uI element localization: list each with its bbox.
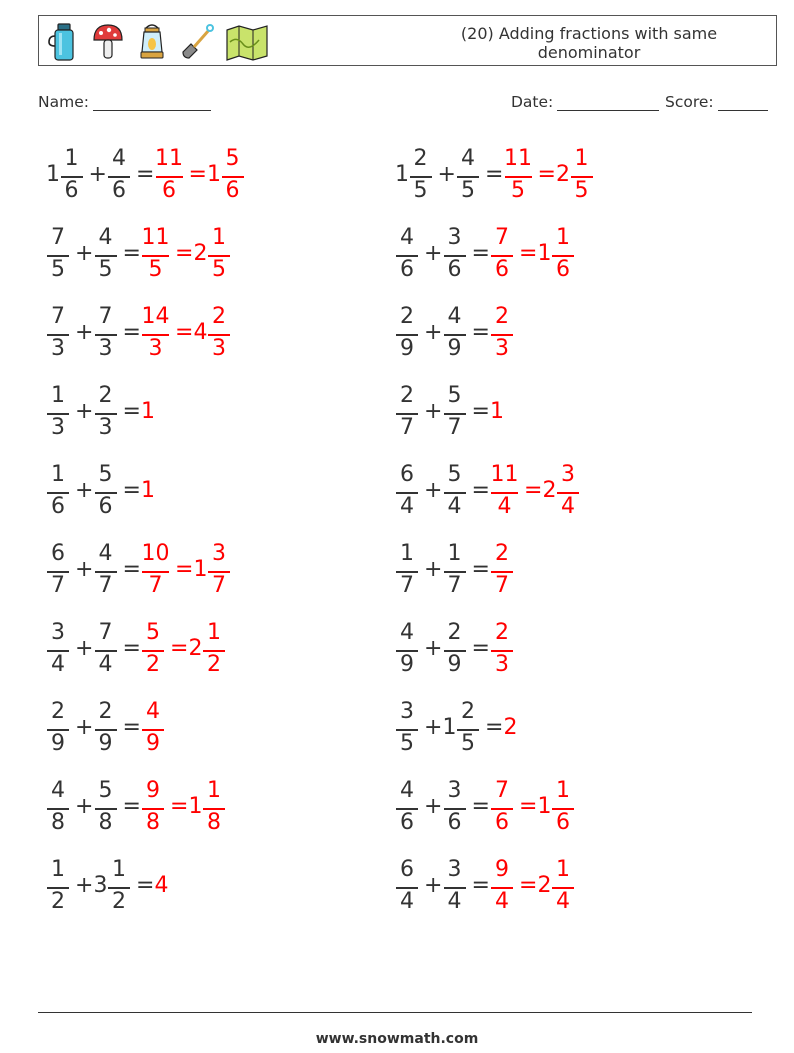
- addend-b-denominator: 6: [447, 257, 462, 282]
- answer-fraction: [551, 775, 575, 841]
- addend-b-denominator: 4: [98, 652, 113, 677]
- addend-b-numerator: 5: [447, 462, 462, 487]
- equals-sign: =: [485, 162, 504, 187]
- addend-a-denominator: 7: [51, 573, 65, 598]
- answer-numerator: 1: [207, 778, 221, 803]
- addend-b-fraction: [107, 143, 131, 209]
- answer-fraction: [570, 143, 594, 209]
- addend-a-denominator: 9: [400, 652, 414, 677]
- addend-a-fraction: [46, 301, 70, 367]
- addend-a-numerator: 7: [51, 225, 65, 250]
- answer-fraction: [207, 538, 231, 604]
- addend-a-denominator: 4: [51, 652, 65, 677]
- equals-sign: =: [471, 320, 490, 345]
- addend-b-denominator: 3: [98, 415, 113, 440]
- answer-fraction: [202, 775, 226, 841]
- plus-sign: +: [424, 557, 443, 582]
- answer-numerator: 11: [490, 462, 519, 487]
- answer-numerator: 2: [212, 304, 226, 329]
- answer-numerator: 14: [141, 304, 170, 329]
- addend-b-numerator: 2: [447, 620, 462, 645]
- addend-b-numerator: 4: [112, 146, 126, 171]
- plus-sign: +: [424, 873, 443, 898]
- answer-numerator: 5: [146, 620, 160, 645]
- answer-fraction: [490, 617, 514, 683]
- answer-whole: 2: [193, 241, 208, 266]
- plus-sign: +: [424, 399, 443, 424]
- addend-b-fraction: [94, 696, 118, 762]
- addend-b-numerator: 5: [98, 462, 113, 487]
- name-label: Name:: [38, 93, 89, 111]
- equals-sign: =: [122, 478, 141, 503]
- answer-fraction: [490, 222, 514, 288]
- addend-a-fraction: [395, 459, 419, 525]
- answer-numerator: 7: [495, 778, 509, 803]
- answer-fraction: [556, 459, 580, 525]
- answer-fraction: [490, 459, 519, 525]
- answer-fraction: [207, 222, 231, 288]
- answer-denominator: 4: [497, 494, 512, 519]
- plus-sign: +: [75, 478, 94, 503]
- answer-fraction: [141, 538, 170, 604]
- addend-a-denominator: 9: [400, 336, 414, 361]
- answer-denominator: 5: [511, 178, 525, 203]
- equals-sign: =: [471, 478, 490, 503]
- answer-denominator: 7: [212, 573, 226, 598]
- worksheet-header: [38, 15, 777, 66]
- addend-b-whole: 1: [442, 715, 457, 740]
- addend-a-numerator: 1: [51, 383, 65, 408]
- addend-b-fraction: [94, 538, 118, 604]
- addend-b-numerator: 7: [98, 620, 113, 645]
- answer-numerator: 1: [212, 225, 226, 250]
- addend-b-fraction: [94, 617, 118, 683]
- addend-a-numerator: 1: [51, 857, 65, 882]
- addend-a-fraction: [395, 222, 419, 288]
- addend-a-fraction: [395, 301, 419, 367]
- answer-equals-sign: =: [519, 241, 538, 266]
- addend-a-denominator: 8: [51, 810, 65, 835]
- equals-sign: =: [471, 636, 490, 661]
- date-label: Date:: [511, 93, 554, 111]
- addend-b-numerator: 7: [98, 304, 113, 329]
- page-title: [419, 24, 759, 62]
- equals-sign: =: [122, 794, 141, 819]
- addend-a-fraction: [395, 380, 419, 446]
- addend-a-fraction: [46, 617, 70, 683]
- answer-numerator: 9: [495, 857, 509, 882]
- plus-sign: +: [75, 320, 94, 345]
- addend-a-fraction: [395, 617, 419, 683]
- plus-sign: +: [437, 162, 456, 187]
- addend-a-numerator: 2: [51, 699, 65, 724]
- name-blank[interactable]: [93, 95, 211, 111]
- answer-denominator: 3: [495, 652, 509, 677]
- addend-b-numerator: 2: [98, 699, 113, 724]
- answer-whole: 1: [537, 794, 552, 819]
- addend-b-fraction: [443, 617, 467, 683]
- addend-b-numerator: 5: [447, 383, 462, 408]
- addend-a-denominator: 7: [400, 573, 414, 598]
- addend-a-numerator: 1: [400, 541, 414, 566]
- addend-a-denominator: 5: [400, 731, 414, 756]
- addend-a-numerator: 4: [400, 778, 414, 803]
- equals-sign: =: [471, 399, 490, 424]
- answer-numerator: 7: [495, 225, 509, 250]
- footer-url: www.snowmath.com: [315, 1031, 479, 1047]
- answer-denominator: 8: [207, 810, 221, 835]
- equals-sign: =: [122, 241, 141, 266]
- footer-divider: [38, 1012, 752, 1013]
- addend-a-whole: 1: [395, 162, 409, 187]
- answer-fraction: [155, 143, 184, 209]
- addend-a-numerator: 3: [400, 699, 414, 724]
- answer-fraction: [141, 775, 165, 841]
- addend-b-denominator: 9: [447, 652, 462, 677]
- answer-denominator: 6: [495, 810, 509, 835]
- answer-numerator: 2: [495, 304, 509, 329]
- addend-b-fraction: [94, 459, 118, 525]
- addend-a-numerator: 4: [400, 620, 414, 645]
- addend-b-numerator: 2: [461, 699, 475, 724]
- answer-numerator: 1: [574, 146, 589, 171]
- answer-fraction: [490, 301, 514, 367]
- addend-b-fraction: [94, 301, 118, 367]
- answer-numerator: 1: [556, 857, 570, 882]
- addend-b-denominator: 9: [447, 336, 462, 361]
- addend-a-fraction: [395, 696, 419, 762]
- plus-sign: +: [75, 715, 94, 740]
- answer-equals-sign: =: [188, 162, 207, 187]
- plus-sign: +: [424, 636, 443, 661]
- addend-a-fraction: [395, 538, 419, 604]
- equals-sign: =: [122, 636, 141, 661]
- answer-whole: 1: [141, 478, 155, 503]
- answer-fraction: [141, 617, 165, 683]
- lantern-icon: [135, 22, 169, 62]
- addend-b-fraction: [107, 854, 131, 920]
- addend-a-denominator: 3: [51, 415, 65, 440]
- score-field[interactable]: [665, 93, 768, 111]
- thermos-icon: [47, 22, 81, 62]
- addend-b-numerator: 2: [98, 383, 113, 408]
- equals-sign: =: [485, 715, 504, 740]
- answer-whole: 1: [193, 557, 208, 582]
- addend-a-fraction: [46, 222, 70, 288]
- answer-equals-sign: =: [175, 557, 194, 582]
- answer-denominator: 7: [495, 573, 509, 598]
- addend-a-fraction: [46, 538, 70, 604]
- answer-whole: 2: [542, 478, 557, 503]
- equals-sign: =: [471, 241, 490, 266]
- answer-denominator: 7: [148, 573, 163, 598]
- addend-b-fraction: [94, 222, 118, 288]
- equals-sign: =: [122, 320, 141, 345]
- addend-a-denominator: 5: [413, 178, 428, 203]
- answer-numerator: 11: [504, 146, 532, 171]
- plus-sign: +: [424, 715, 443, 740]
- addend-a-denominator: 5: [51, 257, 65, 282]
- answer-whole: 2: [188, 636, 203, 661]
- equals-sign: =: [136, 162, 155, 187]
- addend-b-denominator: 5: [98, 257, 113, 282]
- answer-numerator: 2: [495, 541, 509, 566]
- answer-fraction: [504, 143, 533, 209]
- plus-sign: +: [75, 873, 94, 898]
- plus-sign: +: [424, 478, 443, 503]
- answer-equals-sign: =: [519, 873, 538, 898]
- addend-a-fraction: [46, 696, 70, 762]
- title-line-2: denominator: [537, 43, 641, 62]
- addend-b-numerator: 4: [98, 541, 113, 566]
- answer-numerator: 9: [146, 778, 160, 803]
- shovel-icon: [179, 22, 215, 62]
- answer-denominator: 2: [146, 652, 160, 677]
- answer-fraction: [141, 222, 170, 288]
- plus-sign: +: [88, 162, 107, 187]
- answer-fraction: [490, 538, 514, 604]
- addend-a-numerator: 2: [413, 146, 428, 171]
- addend-a-denominator: 2: [51, 889, 65, 914]
- answer-fraction: [207, 301, 231, 367]
- addend-b-fraction: [456, 696, 480, 762]
- answer-equals-sign: =: [170, 636, 189, 661]
- answer-fraction: [490, 854, 514, 920]
- answer-equals-sign: =: [537, 162, 556, 187]
- answer-denominator: 5: [574, 178, 589, 203]
- addend-b-numerator: 4: [461, 146, 475, 171]
- addend-b-denominator: 5: [461, 178, 475, 203]
- answer-denominator: 4: [556, 889, 570, 914]
- addend-a-denominator: 6: [400, 810, 414, 835]
- addend-a-fraction: [395, 775, 419, 841]
- addend-a-fraction: [395, 854, 419, 920]
- answer-numerator: 4: [146, 699, 160, 724]
- addend-a-denominator: 4: [400, 889, 414, 914]
- answer-numerator: 3: [212, 541, 226, 566]
- plus-sign: +: [424, 320, 443, 345]
- addend-b-fraction: [443, 459, 467, 525]
- addend-a-fraction: [60, 143, 84, 209]
- addend-a-whole: 1: [46, 162, 60, 187]
- addend-a-numerator: 2: [400, 304, 414, 329]
- answer-numerator: 1: [207, 620, 221, 645]
- answer-denominator: 6: [225, 178, 240, 203]
- addend-b-denominator: 8: [98, 810, 113, 835]
- addend-b-denominator: 9: [98, 731, 113, 756]
- answer-equals-sign: =: [175, 320, 194, 345]
- addend-a-numerator: 1: [51, 462, 65, 487]
- answer-whole: 1: [141, 399, 155, 424]
- addend-a-denominator: 6: [51, 494, 65, 519]
- addend-a-numerator: 6: [51, 541, 65, 566]
- addend-b-numerator: 1: [447, 541, 462, 566]
- answer-fraction: [221, 143, 245, 209]
- answer-denominator: 5: [148, 257, 163, 282]
- answer-equals-sign: =: [519, 794, 538, 819]
- addend-b-fraction: [443, 775, 467, 841]
- answer-denominator: 4: [561, 494, 575, 519]
- score-label: Score:: [665, 93, 714, 111]
- answer-numerator: 2: [495, 620, 509, 645]
- answer-numerator: 10: [141, 541, 170, 566]
- addend-a-denominator: 6: [400, 257, 414, 282]
- addend-a-fraction: [46, 459, 70, 525]
- answer-fraction: [551, 222, 575, 288]
- addend-b-denominator: 4: [447, 494, 462, 519]
- addend-b-fraction: [443, 301, 467, 367]
- answer-whole: 1: [490, 399, 504, 424]
- equals-sign: =: [122, 715, 141, 740]
- title-line-1: (20) Adding fractions with same: [460, 24, 718, 43]
- answer-numerator: 11: [155, 146, 183, 171]
- addend-b-denominator: 6: [447, 810, 462, 835]
- addend-a-numerator: 1: [64, 146, 79, 171]
- answer-numerator: 1: [556, 225, 570, 250]
- answer-whole: 4: [193, 320, 208, 345]
- answer-whole: 2: [503, 715, 518, 740]
- addend-b-denominator: 4: [447, 889, 462, 914]
- addend-b-numerator: 3: [447, 225, 462, 250]
- equals-sign: =: [471, 557, 490, 582]
- plus-sign: +: [75, 636, 94, 661]
- addend-b-numerator: 4: [447, 304, 462, 329]
- answer-denominator: 3: [212, 336, 226, 361]
- plus-sign: +: [424, 241, 443, 266]
- answer-whole: 2: [556, 162, 570, 187]
- addend-b-numerator: 1: [112, 857, 126, 882]
- plus-sign: +: [75, 794, 94, 819]
- score-blank[interactable]: [718, 95, 768, 111]
- addend-b-fraction: [443, 380, 467, 446]
- answer-equals-sign: =: [175, 241, 194, 266]
- addend-a-numerator: 4: [51, 778, 65, 803]
- addend-b-fraction: [456, 143, 480, 209]
- addend-b-fraction: [443, 222, 467, 288]
- plus-sign: +: [75, 241, 94, 266]
- addend-b-fraction: [443, 538, 467, 604]
- addend-b-fraction: [94, 380, 118, 446]
- addend-a-denominator: 6: [64, 178, 79, 203]
- addend-a-fraction: [46, 775, 70, 841]
- addend-b-fraction: [94, 775, 118, 841]
- answer-fraction: [202, 617, 226, 683]
- addend-a-numerator: 6: [400, 857, 414, 882]
- mushroom-icon: [91, 22, 125, 62]
- addend-b-fraction: [443, 854, 467, 920]
- answer-denominator: 3: [495, 336, 509, 361]
- answer-fraction: [551, 854, 575, 920]
- plus-sign: +: [75, 399, 94, 424]
- answer-denominator: 6: [556, 257, 570, 282]
- answer-fraction: [141, 301, 170, 367]
- answer-fraction: [141, 696, 165, 762]
- date-blank[interactable]: [557, 95, 659, 111]
- answer-denominator: 9: [146, 731, 160, 756]
- date-field[interactable]: [511, 93, 659, 111]
- answer-denominator: 5: [212, 257, 226, 282]
- addend-a-numerator: 2: [400, 383, 414, 408]
- equals-sign: =: [471, 794, 490, 819]
- addend-b-denominator: 7: [447, 415, 462, 440]
- answer-denominator: 3: [148, 336, 163, 361]
- addend-a-fraction: [46, 380, 70, 446]
- answer-denominator: 8: [146, 810, 160, 835]
- addend-a-numerator: 6: [400, 462, 414, 487]
- answer-denominator: 2: [207, 652, 221, 677]
- answer-fraction: [490, 775, 514, 841]
- addend-b-numerator: 3: [447, 857, 462, 882]
- addend-b-denominator: 2: [112, 889, 126, 914]
- addend-b-denominator: 5: [461, 731, 475, 756]
- answer-whole: 1: [537, 241, 552, 266]
- equals-sign: =: [122, 399, 141, 424]
- addend-a-numerator: 7: [51, 304, 65, 329]
- addend-b-denominator: 6: [98, 494, 113, 519]
- name-field[interactable]: [38, 93, 211, 111]
- addend-a-denominator: 9: [51, 731, 65, 756]
- addend-b-numerator: 4: [98, 225, 113, 250]
- equals-sign: =: [471, 873, 490, 898]
- answer-whole: 1: [188, 794, 203, 819]
- equals-sign: =: [122, 557, 141, 582]
- answer-denominator: 6: [495, 257, 509, 282]
- addend-a-denominator: 3: [51, 336, 65, 361]
- addend-b-whole: 3: [93, 873, 108, 898]
- addend-b-numerator: 3: [447, 778, 462, 803]
- addend-b-denominator: 7: [98, 573, 113, 598]
- addend-b-denominator: 6: [112, 178, 126, 203]
- answer-numerator: 1: [556, 778, 570, 803]
- addend-b-denominator: 7: [447, 573, 462, 598]
- map-icon: [225, 22, 269, 62]
- addend-a-numerator: 3: [51, 620, 65, 645]
- equals-sign: =: [136, 873, 155, 898]
- answer-denominator: 4: [495, 889, 509, 914]
- answer-numerator: 11: [141, 225, 170, 250]
- addend-b-denominator: 3: [98, 336, 113, 361]
- answer-numerator: 3: [561, 462, 575, 487]
- addend-a-denominator: 7: [400, 415, 414, 440]
- addend-a-fraction: [409, 143, 433, 209]
- addend-a-denominator: 4: [400, 494, 414, 519]
- answer-whole: 2: [537, 873, 552, 898]
- answer-whole: 1: [207, 162, 221, 187]
- addend-a-fraction: [46, 854, 70, 920]
- addend-b-numerator: 5: [98, 778, 113, 803]
- plus-sign: +: [424, 794, 443, 819]
- answer-whole: 4: [154, 873, 169, 898]
- answer-denominator: 6: [556, 810, 570, 835]
- plus-sign: +: [75, 557, 94, 582]
- addend-a-numerator: 4: [400, 225, 414, 250]
- answer-equals-sign: =: [170, 794, 189, 819]
- answer-numerator: 5: [225, 146, 240, 171]
- answer-equals-sign: =: [524, 478, 543, 503]
- answer-denominator: 6: [162, 178, 176, 203]
